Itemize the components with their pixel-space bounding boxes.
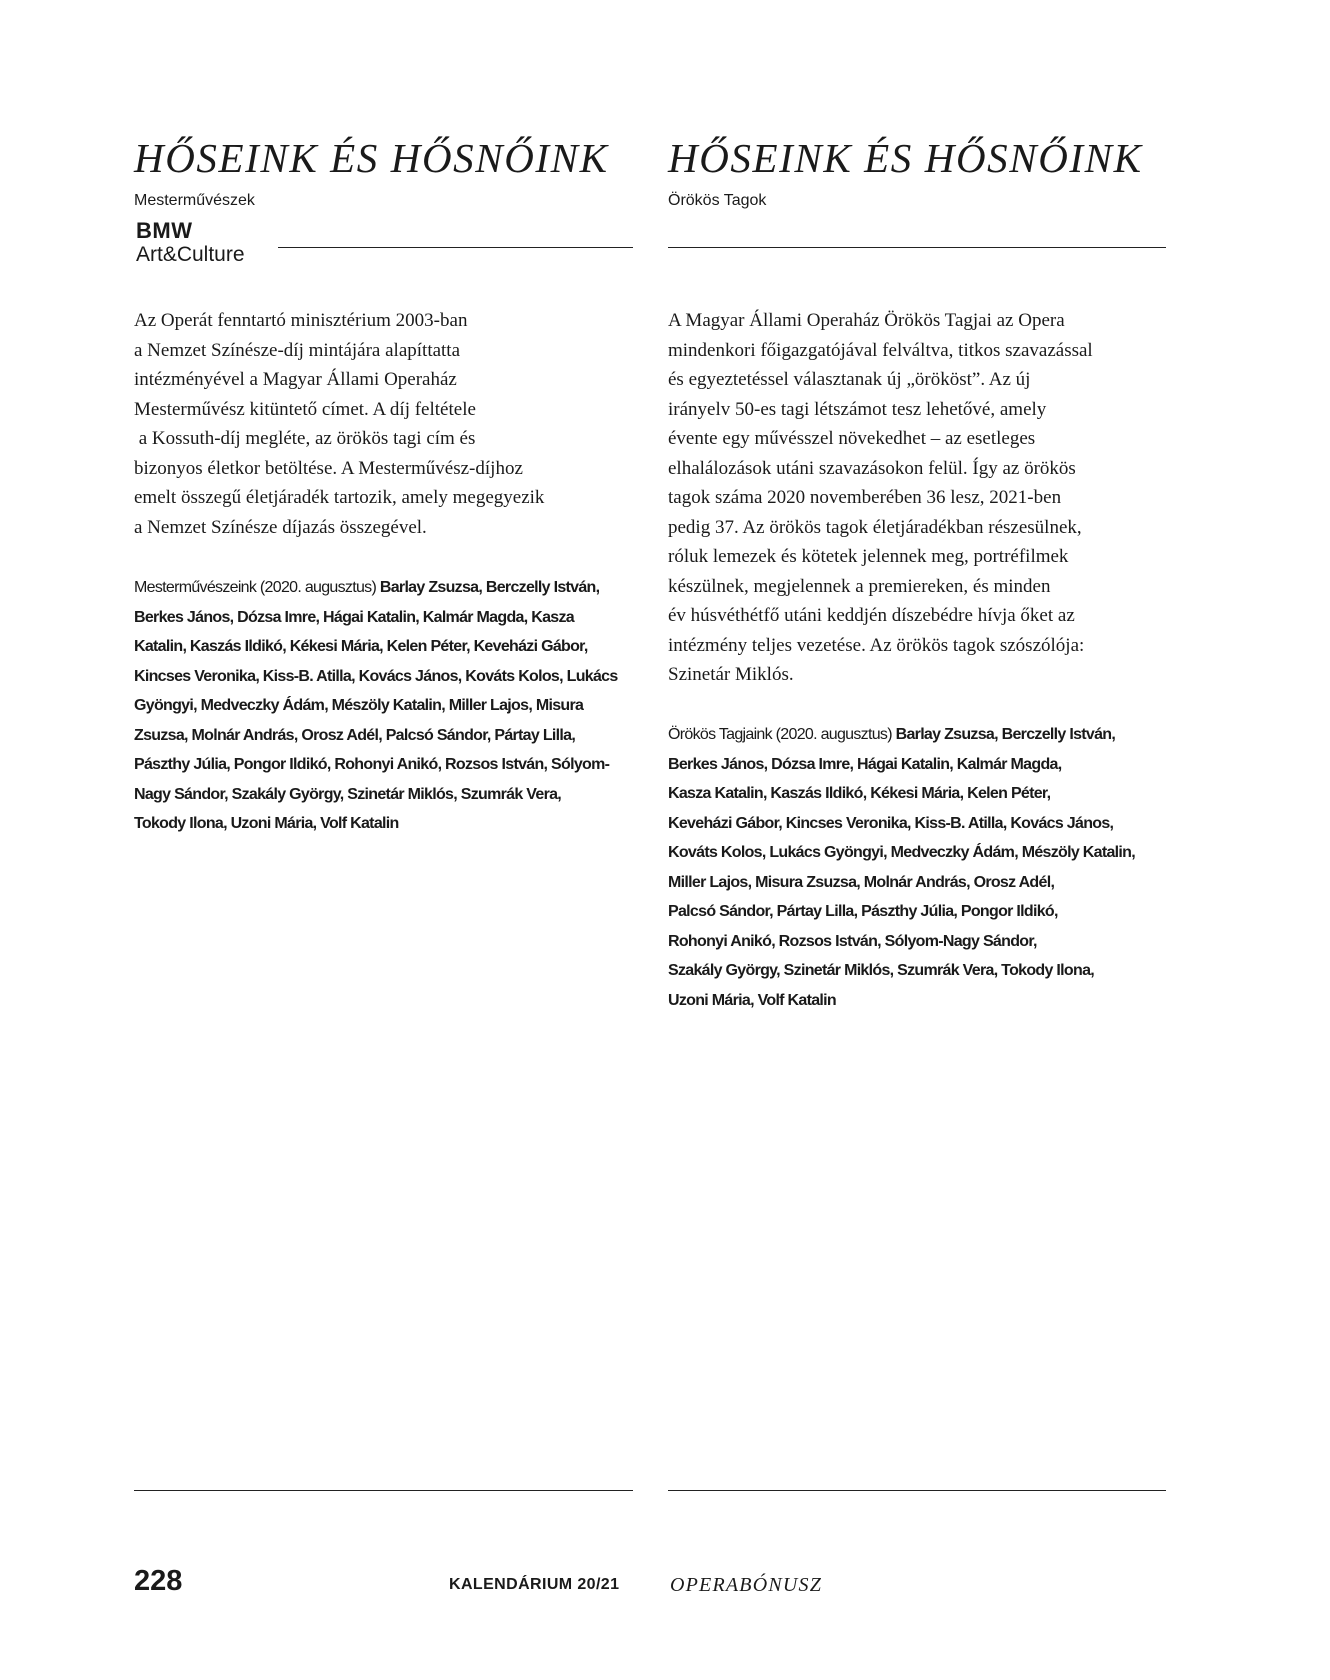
logo-line-1: BMW	[136, 218, 193, 243]
right-header-divider	[668, 247, 1166, 248]
name-line: Berkes János, Dózsa Imre, Hágai Katalin, Kalmár Magda, Kasza	[134, 608, 574, 626]
publication-name: KALENDÁRIUM 20/21	[449, 1576, 620, 1593]
left-subtitle: Mesterművészek	[134, 192, 255, 209]
text-line: a Nemzet Színésze-díj mintájára alapíttatta	[134, 339, 461, 361]
text-line: elhalálozások utáni szavazásokon felül. Így az örökös	[668, 457, 1076, 479]
left-title: HŐSEINK ÉS HŐSNŐINK	[134, 135, 609, 181]
text-line: pedig 37. Az örökös tagok életjáradékban részesülnek,	[668, 516, 1082, 538]
name-line: Kasza Katalin, Kaszás Ildikó, Kékesi Mária, Kelen Péter,	[668, 785, 1051, 802]
name-line: Pászthy Júlia, Pongor Ildikó, Rohonyi Anikó, Rozsos István, Sólyom-	[134, 756, 610, 773]
text-line: Mesterművész kitüntető címet. A díj feltétele	[134, 398, 476, 420]
text-line: Az Operát fenntartó minisztérium 2003-ban	[134, 310, 468, 331]
text-line: irányelv 50-es tagi létszámot tesz lehetővé, amely	[668, 398, 1047, 420]
name-line: Barlay Zsuzsa, Berczelly István,	[379, 579, 600, 596]
right-names-list	[668, 720, 1173, 1015]
text-line: év húsvéthétfő utáni keddjén díszebédre hívja őket az	[668, 605, 1075, 626]
name-line: Kincses Veronika, Kiss-B. Atilla, Kovács János, Kováts Kolos, Lukács	[134, 667, 618, 685]
right-footer-divider	[668, 1490, 1166, 1491]
text-line: emelt összegű életjáradék tartozik, amely megegyezik	[134, 487, 545, 508]
text-line: Szinetár Miklós.	[668, 664, 794, 685]
name-line: Barlay Zsuzsa, Berczelly István,	[895, 726, 1116, 743]
name-line: Miller Lajos, Misura Zsuzsa, Molnár András, Orosz Adél,	[668, 873, 1055, 891]
name-line: Gyöngyi, Medveczky Ádám, Mészöly Katalin, Miller Lajos, Misura	[134, 697, 584, 714]
text-line: bizonyos életkor betöltése. A Mesterművész-díjhoz	[134, 457, 523, 479]
right-body-text	[668, 306, 1168, 690]
name-line: Rohonyi Anikó, Rozsos István, Sólyom-Nagy Sándor,	[668, 932, 1037, 950]
text-line: intézményével a Magyar Állami Operaház	[134, 369, 457, 390]
text-line: tagok száma 2020 novemberében 36 lesz, 2021-ben	[668, 487, 1062, 508]
page-number: 228	[134, 1565, 183, 1597]
left-body-text	[134, 306, 634, 542]
name-line: Keveházi Gábor, Kincses Veronika, Kiss-B. Atilla, Kovács János,	[668, 814, 1114, 832]
right-subtitle: Örökös Tagok	[668, 192, 767, 209]
name-line: Zsuzsa, Molnár András, Orosz Adél, Palcsó Sándor, Pártay Lilla,	[134, 726, 576, 744]
left-header-divider	[278, 247, 633, 248]
text-line: a Kossuth-díj megléte, az örökös tagi cím és	[134, 428, 476, 449]
bmw-art-culture-logo	[136, 220, 245, 265]
text-line: intézmény teljes vezetése. Az örökös tagok szószólója:	[668, 634, 1085, 656]
name-line: Palcsó Sándor, Pártay Lilla, Pászthy Júlia, Pongor Ildikó,	[668, 903, 1058, 920]
text-line: készülnek, megjelennek a premiereken, és minden	[668, 575, 1051, 597]
name-line: Katalin, Kaszás Ildikó, Kékesi Mária, Kelen Péter, Keveházi Gábor,	[134, 638, 588, 655]
name-line: Uzoni Mária, Volf Katalin	[668, 991, 837, 1009]
text-line: és egyeztetéssel választanak új „örököst”. Az új	[668, 369, 1031, 390]
name-line: Nagy Sándor, Szakály György, Szinetár Miklós, Szumrák Vera,	[134, 785, 562, 803]
text-line: mindenkori főigazgatójával felváltva, titkos szavazással	[668, 339, 1093, 361]
right-title: HŐSEINK ÉS HŐSNŐINK	[668, 135, 1143, 181]
left-names-list	[134, 573, 639, 839]
names-lead: Örökös Tagjaink (2020. augusztus)	[668, 726, 892, 743]
logo-line-2: Art&Culture	[136, 243, 245, 266]
text-line: A Magyar Állami Operaház Örökös Tagjai az Opera	[668, 310, 1065, 331]
text-line: a Nemzet Színésze díjazás összegével.	[134, 516, 427, 538]
text-line: évente egy művésszel növekedhet – az esetleges	[668, 428, 1036, 449]
left-footer-divider	[134, 1490, 633, 1491]
text-line: róluk lemezek és kötetek jelennek meg, portréfilmek	[668, 546, 1069, 567]
name-line: Kováts Kolos, Lukács Gyöngyi, Medveczky Ádám, Mészöly Katalin,	[668, 844, 1135, 861]
section-name: OPERABÓNUSZ	[670, 1574, 823, 1596]
name-line: Szakály György, Szinetár Miklós, Szumrák Vera, Tokody Ilona,	[668, 962, 1095, 979]
names-lead: Mesterművészeink (2020. augusztus)	[134, 579, 377, 596]
name-line: Tokody Ilona, Uzoni Mária, Volf Katalin	[134, 815, 399, 832]
name-line: Berkes János, Dózsa Imre, Hágai Katalin, Kalmár Magda,	[668, 755, 1062, 773]
